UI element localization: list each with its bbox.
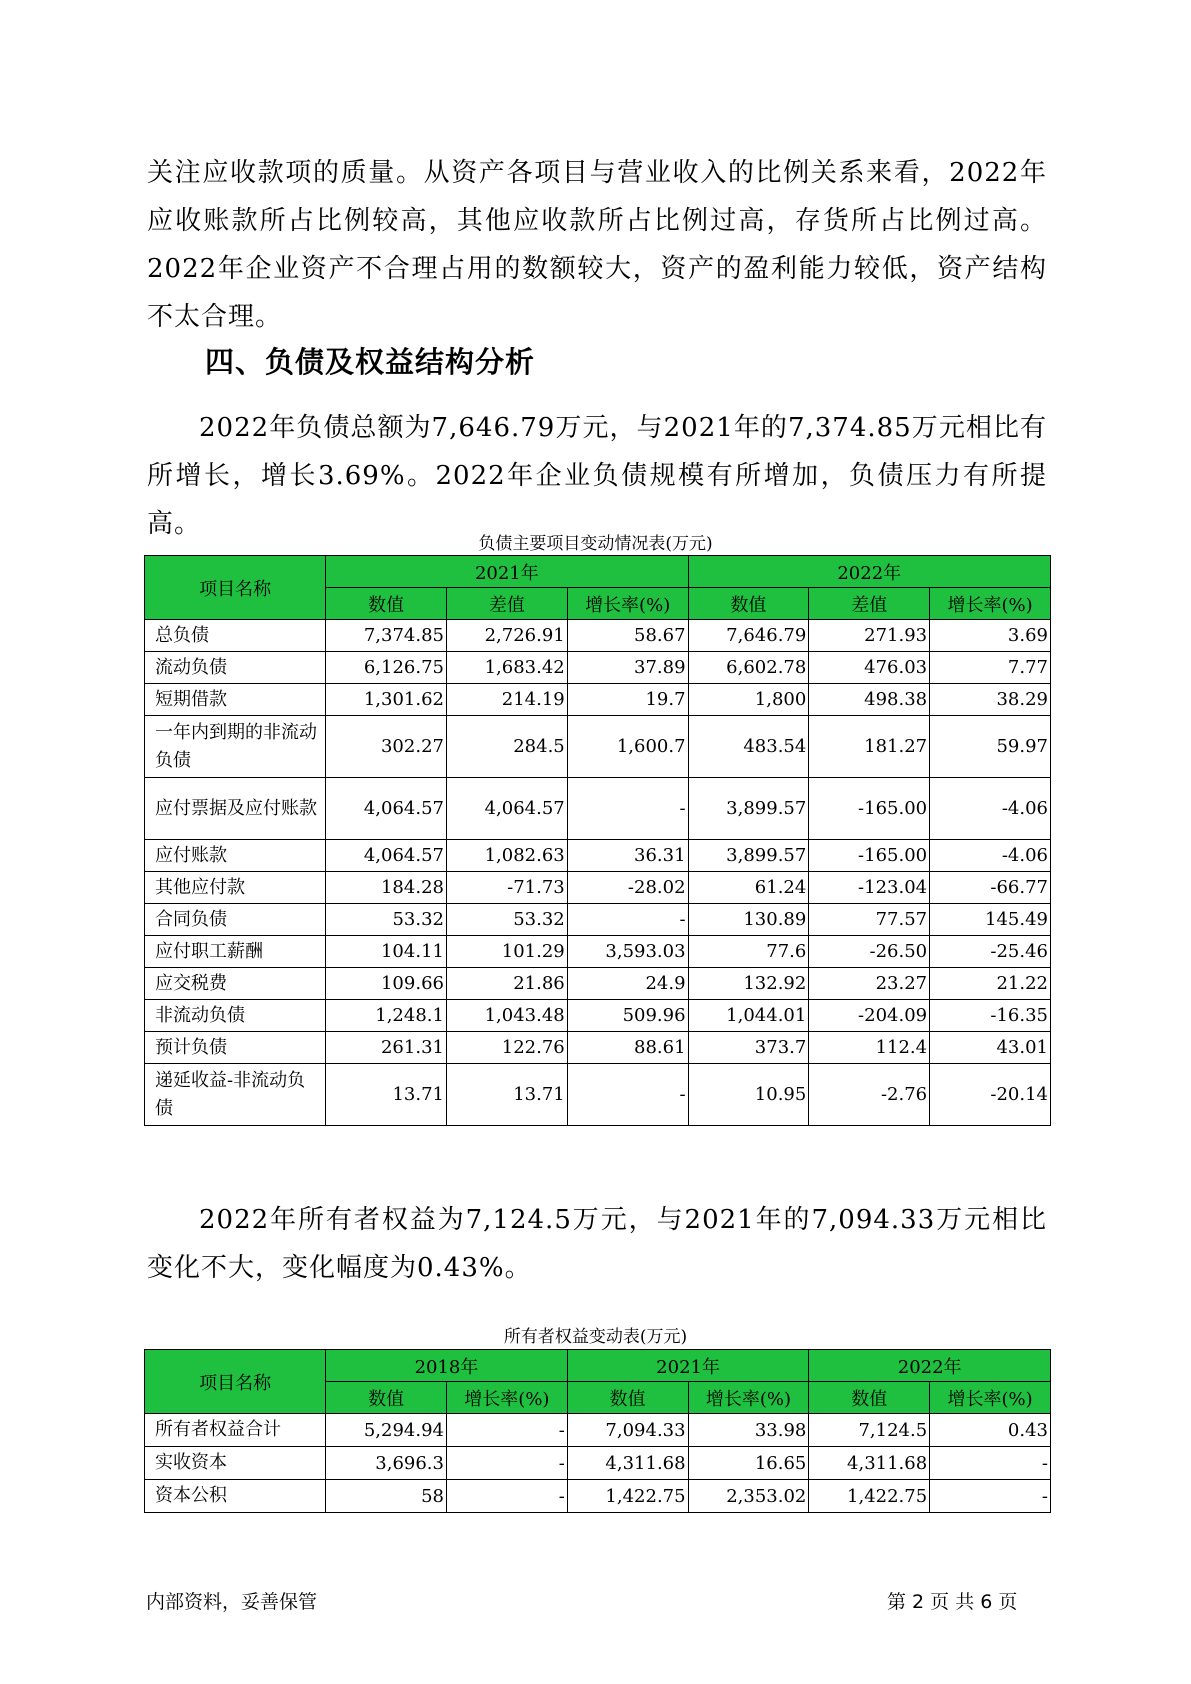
table-cell: -204.09 bbox=[809, 1000, 930, 1032]
column-header-item-name: 项目名称 bbox=[145, 556, 326, 620]
table-cell: 77.57 bbox=[809, 904, 930, 936]
table-cell: 1,800 bbox=[688, 684, 809, 716]
row-item-name: 合同负债 bbox=[145, 904, 326, 936]
table-cell: 132.92 bbox=[688, 968, 809, 1000]
table-row bbox=[145, 1414, 1051, 1447]
table-cell: 1,301.62 bbox=[326, 684, 447, 716]
table-cell: 88.61 bbox=[567, 1032, 688, 1064]
table-row bbox=[145, 716, 1051, 778]
table-cell: 109.66 bbox=[326, 968, 447, 1000]
table-cell: 0.43 bbox=[930, 1414, 1051, 1447]
table-cell: 1,422.75 bbox=[567, 1480, 688, 1513]
table-cell: 58 bbox=[326, 1480, 447, 1513]
table-cell: 3,696.3 bbox=[326, 1447, 447, 1480]
section-heading: 四、负债及权益结构分析 bbox=[205, 345, 536, 379]
table-cell: 261.31 bbox=[326, 1032, 447, 1064]
table-cell: 3,899.57 bbox=[688, 840, 809, 872]
footer-confidential-note: 内部资料，妥善保管 bbox=[146, 1591, 318, 1613]
table-cell: - bbox=[446, 1447, 567, 1480]
table-cell: 53.32 bbox=[326, 904, 447, 936]
row-item-name: 流动负债 bbox=[145, 652, 326, 684]
table-cell: 509.96 bbox=[567, 1000, 688, 1032]
table-row bbox=[145, 936, 1051, 968]
table-cell: 13.71 bbox=[326, 1064, 447, 1126]
liabilities-table bbox=[144, 555, 1051, 1126]
table-cell: 4,064.57 bbox=[446, 778, 567, 840]
table-cell: 38.29 bbox=[930, 684, 1051, 716]
table-cell: 373.7 bbox=[688, 1032, 809, 1064]
row-item-name: 总负债 bbox=[145, 620, 326, 652]
table-cell: 37.89 bbox=[567, 652, 688, 684]
row-item-name: 应付票据及应付账款 bbox=[145, 778, 326, 840]
table-cell: -71.73 bbox=[446, 872, 567, 904]
table-cell: -165.00 bbox=[809, 778, 930, 840]
row-item-name: 一年内到期的非流动负债 bbox=[145, 716, 326, 778]
column-header-value: 数值 bbox=[809, 1382, 930, 1414]
table-cell: 77.6 bbox=[688, 936, 809, 968]
table-cell: - bbox=[567, 1064, 688, 1126]
row-item-name: 所有者权益合计 bbox=[145, 1414, 326, 1447]
table-cell: 3.69 bbox=[930, 620, 1051, 652]
column-header-year: 2022年 bbox=[809, 1350, 1051, 1382]
row-item-name: 递延收益-非流动负债 bbox=[145, 1064, 326, 1126]
table-cell: 112.4 bbox=[809, 1032, 930, 1064]
column-header-growth-rate: 增长率(%) bbox=[930, 588, 1051, 620]
table-row bbox=[145, 904, 1051, 936]
table-row bbox=[145, 652, 1051, 684]
table-row bbox=[145, 620, 1051, 652]
table-cell: 1,600.7 bbox=[567, 716, 688, 778]
table-cell: -16.35 bbox=[930, 1000, 1051, 1032]
column-header-year: 2022年 bbox=[688, 556, 1050, 588]
table-cell: -123.04 bbox=[809, 872, 930, 904]
table-cell: 4,311.68 bbox=[809, 1447, 930, 1480]
row-item-name: 其他应付款 bbox=[145, 872, 326, 904]
table-cell: - bbox=[446, 1414, 567, 1447]
table-cell: 7,374.85 bbox=[326, 620, 447, 652]
column-header-year: 2021年 bbox=[567, 1350, 809, 1382]
table-cell: 4,311.68 bbox=[567, 1447, 688, 1480]
table-cell: - bbox=[567, 778, 688, 840]
row-item-name: 非流动负债 bbox=[145, 1000, 326, 1032]
table-cell: -4.06 bbox=[930, 840, 1051, 872]
column-header-growth-rate: 增长率(%) bbox=[446, 1382, 567, 1414]
paragraph-equity: 2022年所有者权益为7,124.5万元，与2021年的7,094.33万元相比变化不大，变化幅度为0.43%。 bbox=[147, 1205, 1047, 1283]
table-cell: 23.27 bbox=[809, 968, 930, 1000]
table-cell: 483.54 bbox=[688, 716, 809, 778]
column-header-item-name: 项目名称 bbox=[145, 1350, 326, 1414]
table-row bbox=[145, 840, 1051, 872]
row-item-name: 应付职工薪酬 bbox=[145, 936, 326, 968]
table-cell: 16.65 bbox=[688, 1447, 809, 1480]
table-cell: - bbox=[567, 904, 688, 936]
footer-page-number: 第 2 页 共 6 页 bbox=[887, 1591, 1018, 1613]
row-item-name: 预计负债 bbox=[145, 1032, 326, 1064]
table-cell: 53.32 bbox=[446, 904, 567, 936]
table-cell: 2,726.91 bbox=[446, 620, 567, 652]
table-cell: 3,593.03 bbox=[567, 936, 688, 968]
row-item-name: 应付账款 bbox=[145, 840, 326, 872]
table-row bbox=[145, 684, 1051, 716]
table-cell: 1,248.1 bbox=[326, 1000, 447, 1032]
table-cell: - bbox=[446, 1480, 567, 1513]
table-cell: 1,422.75 bbox=[809, 1480, 930, 1513]
table-cell: 498.38 bbox=[809, 684, 930, 716]
table-cell: -4.06 bbox=[930, 778, 1051, 840]
row-item-name: 应交税费 bbox=[145, 968, 326, 1000]
table-cell: 21.86 bbox=[446, 968, 567, 1000]
table-cell: 104.11 bbox=[326, 936, 447, 968]
table-cell: 7,094.33 bbox=[567, 1414, 688, 1447]
table-row bbox=[145, 1447, 1051, 1480]
table-cell: - bbox=[930, 1447, 1051, 1480]
table-cell: 2,353.02 bbox=[688, 1480, 809, 1513]
table-cell: 122.76 bbox=[446, 1032, 567, 1064]
column-header-year: 2021年 bbox=[326, 556, 688, 588]
table-cell: 145.49 bbox=[930, 904, 1051, 936]
table-cell: 36.31 bbox=[567, 840, 688, 872]
table-cell: 476.03 bbox=[809, 652, 930, 684]
table-cell: 1,043.48 bbox=[446, 1000, 567, 1032]
table-cell: 59.97 bbox=[930, 716, 1051, 778]
table-cell: 271.93 bbox=[809, 620, 930, 652]
paragraph-asset-structure: 关注应收款项的质量。从资产各项目与营业收入的比例关系来看，2022年应收账款所占比例较高，其他应收款所占比例过高，存货所占比例过高。2022年企业资产不合理占用的数额较大，资产的盈利能力较低，资产结构不太合理。 bbox=[147, 158, 1047, 332]
table-cell: 6,126.75 bbox=[326, 652, 447, 684]
table-cell: 13.71 bbox=[446, 1064, 567, 1126]
table-cell: 3,899.57 bbox=[688, 778, 809, 840]
table-row bbox=[145, 1480, 1051, 1513]
row-item-name: 实收资本 bbox=[145, 1447, 326, 1480]
table-cell: 181.27 bbox=[809, 716, 930, 778]
table-cell: 4,064.57 bbox=[326, 778, 447, 840]
table-row bbox=[145, 968, 1051, 1000]
row-item-name: 短期借款 bbox=[145, 684, 326, 716]
column-header-value: 数值 bbox=[688, 588, 809, 620]
table-row bbox=[145, 1000, 1051, 1032]
table-cell: 61.24 bbox=[688, 872, 809, 904]
paragraph-liabilities: 2022年负债总额为7,646.79万元，与2021年的7,374.85万元相比有所增长，增长3.69%。2022年企业负债规模有所增加，负债压力有所提高。 bbox=[147, 413, 1047, 539]
table-cell: 1,082.63 bbox=[446, 840, 567, 872]
table-cell: - bbox=[930, 1480, 1051, 1513]
table-cell: 7,646.79 bbox=[688, 620, 809, 652]
table-cell: -165.00 bbox=[809, 840, 930, 872]
table-cell: 1,683.42 bbox=[446, 652, 567, 684]
table-cell: -25.46 bbox=[930, 936, 1051, 968]
table-cell: -20.14 bbox=[930, 1064, 1051, 1126]
table-row bbox=[145, 1064, 1051, 1126]
table-row bbox=[145, 872, 1051, 904]
table-cell: -28.02 bbox=[567, 872, 688, 904]
table-cell: -26.50 bbox=[809, 936, 930, 968]
column-header-value: 数值 bbox=[567, 1382, 688, 1414]
column-header-difference: 差值 bbox=[809, 588, 930, 620]
table-cell: 4,064.57 bbox=[326, 840, 447, 872]
column-header-value: 数值 bbox=[326, 588, 447, 620]
table-cell: 302.27 bbox=[326, 716, 447, 778]
table-cell: 7,124.5 bbox=[809, 1414, 930, 1447]
table-cell: 58.67 bbox=[567, 620, 688, 652]
table-caption-liabilities: 负债主要项目变动情况表(万元) bbox=[478, 534, 713, 554]
table-row bbox=[145, 778, 1051, 840]
table-cell: 1,044.01 bbox=[688, 1000, 809, 1032]
equity-table bbox=[144, 1349, 1051, 1513]
table-cell: 21.22 bbox=[930, 968, 1051, 1000]
table-cell: 43.01 bbox=[930, 1032, 1051, 1064]
table-cell: 19.7 bbox=[567, 684, 688, 716]
table-cell: 284.5 bbox=[446, 716, 567, 778]
table-row bbox=[145, 1032, 1051, 1064]
column-header-year: 2018年 bbox=[326, 1350, 568, 1382]
column-header-growth-rate: 增长率(%) bbox=[930, 1382, 1051, 1414]
table-cell: 130.89 bbox=[688, 904, 809, 936]
table-cell: 24.9 bbox=[567, 968, 688, 1000]
table-cell: 10.95 bbox=[688, 1064, 809, 1126]
column-header-growth-rate: 增长率(%) bbox=[567, 588, 688, 620]
table-cell: 6,602.78 bbox=[688, 652, 809, 684]
table-cell: -66.77 bbox=[930, 872, 1051, 904]
table-cell: 7.77 bbox=[930, 652, 1051, 684]
table-caption-equity: 所有者权益变动表(万元) bbox=[503, 1327, 688, 1347]
table-cell: 33.98 bbox=[688, 1414, 809, 1447]
table-cell: 184.28 bbox=[326, 872, 447, 904]
column-header-difference: 差值 bbox=[446, 588, 567, 620]
column-header-value: 数值 bbox=[326, 1382, 447, 1414]
table-cell: 101.29 bbox=[446, 936, 567, 968]
row-item-name: 资本公积 bbox=[145, 1480, 326, 1513]
table-cell: 5,294.94 bbox=[326, 1414, 447, 1447]
column-header-growth-rate: 增长率(%) bbox=[688, 1382, 809, 1414]
table-cell: -2.76 bbox=[809, 1064, 930, 1126]
table-cell: 214.19 bbox=[446, 684, 567, 716]
